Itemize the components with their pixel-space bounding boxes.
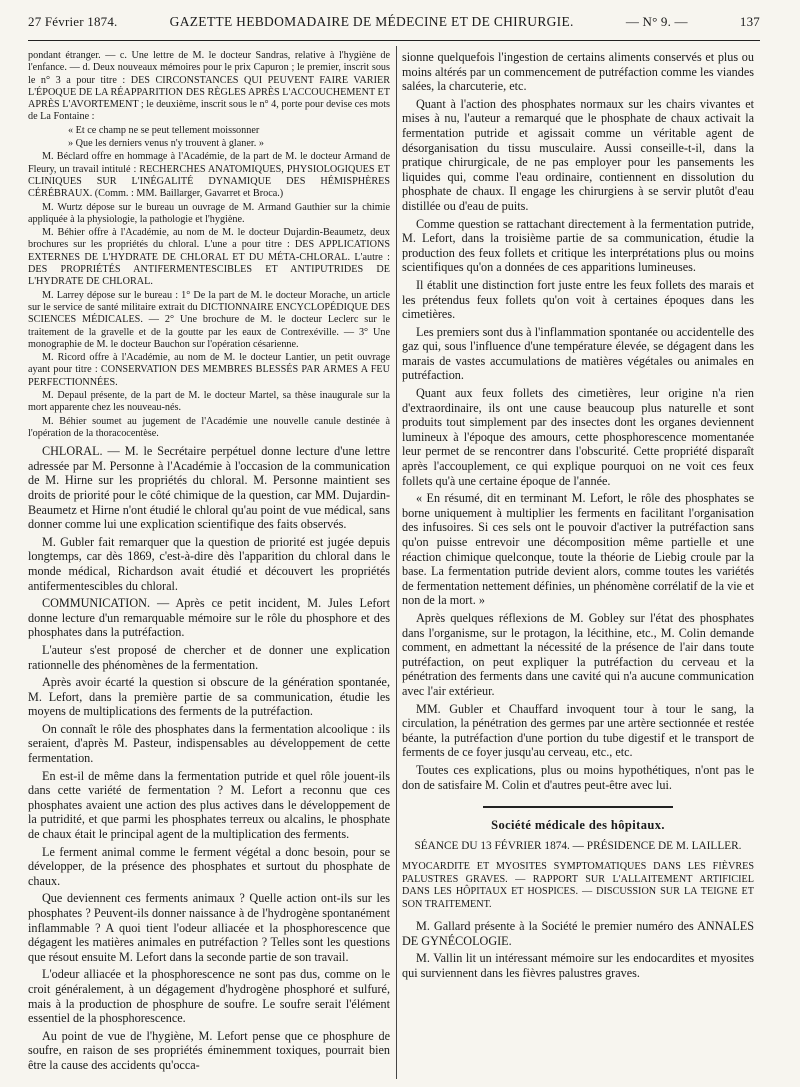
section-rule [483,806,673,808]
paragraph: MM. Gubler et Chauffard invoquent tour à tour le sang, la circulation, la pénétration des germes par une artère sectionnée et restée béante, la putréfaction d'une portion du tube digestif et le transport de ferments de ce foyer jusqu'au cerveau, etc., etc. [402,701,754,760]
paragraph: M. Béhier offre à l'Académie, au nom de M. le docteur Dujardin-Beaumetz, deux brochures sur les propriétés du chloral. L'une a pour titre : DES APPLICATIONS EXTERNES DE L'HYDRATE DE CHLORAL ET DU MÉTA-CHLORAL. L'autre : DES PROPRIÉTÉS ANTIFERMENTESCIBLES ET ANTIPUTRIDES DE L'HYDRATE DE CHLORAL. [28,227,390,288]
paragraph: M. Wurtz dépose sur le bureau un ouvrage de M. Armand Gauthier sur la chimie appliquée à la physiologie, la pathologie et l'hygiène. [28,201,390,225]
paragraph: Il établit une distinction fort juste entre les feux follets des marais et les prétendus feux follets qu'on voit à certaines époques dans les cimetières. [402,277,754,322]
paragraph: L'auteur s'est proposé de chercher et de donner une explication rationnelle des phénomènes de la fermentation. [28,642,390,672]
session-line: SÉANCE DU 13 FÉVRIER 1874. — PRÉSIDENCE DE M. LAILLER. [414,839,742,852]
verse-line: « Et ce champ ne se peut tellement moissonner [68,124,260,136]
paragraph: L'odeur alliacée et la phosphorescence ne sont pas dus, comme on le croit généralement, à un dégagement d'hydrogène phosphoré et sulfuré, mais à la production de phosphure de soufre. Le soufre serait l'élément essentiel de la phosphorescence. [28,967,390,1026]
paragraph: « En résumé, dit en terminant M. Lefort, le rôle des phosphates se borne uniquement à multiplier les ferments en facilitant l'organisation des infusoires. Si ces sels ont le pouvoir d'activer la putréfaction sans qu'on puisse entrevoir une décomposition même partielle et une réaction chimique quelconque, toute la théorie de Liebig croule par la base. La fermentation putride devient alors, comme toutes les variétés de fermentation nettement définies, un phénomène corrélatif de la vie et non de la mort. » [402,491,754,608]
paragraph: Quant aux feux follets des cimetières, leur origine n'a rien d'extraordinaire, ils ont une cause beaucoup plus naturelle et sont produits tout simplement par des insectes dont les organes deviennent lumineux à l'époque des amours, cette phosphorescence momentanée leur permet de se rencontrer dans l'obscurité. Cette propriété disparaît après l'accouplement, ce qui explique pourquoi on ne voit ces feux follets qu'à une certaine époque de l'année. [402,386,754,488]
paragraph: M. Béhier soumet au jugement de l'Académie une nouvelle canule destinée à l'opération de la thoracocentèse. [28,415,390,439]
verse-line: » Que les derniers venus n'y trouvent à glaner. » [68,138,264,150]
paragraph: CHLORAL. — M. le Secrétaire perpétuel donne lecture d'une lettre adressée par M. Personne à l'Académie à l'occasion de la communication de M. Hirne sur les propriétés du chloral. M. Personne maintient ses droits de priorité pour le côté chimique de la question, car MM. Dujardin-Beaumetz et Hirne n'ont étudié le chloral qu'au point de vue médical, sans donner comme lui une explication scientifique des faits observés. [28,444,390,532]
paragraph: COMMUNICATION. — Après ce petit incident, M. Jules Lefort donne lecture d'un remarquable mémoire sur le rôle du phosphore et des phosphates dans la putréfaction. [28,596,390,640]
paragraph: M. Gubler fait remarquer que la question de priorité est jugée depuis longtemps, car dès 1869, c'est-à-dire dès l'apparition du chloral dans le monde médical, Richardson avait étudié et découvert les propriétés antifermentescibles du chloral. [28,534,390,593]
session-summary: MYOCARDITE ET MYOSITES SYMPTOMATIQUES DANS LES FIÈVRES PALUSTRES GRAVES. — RAPPORT SUR L'ALLAITEMENT ARTIFICIEL DANS LES HÔPITAUX ET HOSPICES. — DISCUSSION SUR LA TEIGNE ET SON TRAITEMENT. [402,861,754,910]
page-number: 137 [739,14,760,29]
journal-title: GAZETTE HEBDOMADAIRE DE MÉDECINE ET DE CHIRURGIE. [169,14,574,29]
header-date: 27 Février 1874. [28,14,118,29]
paragraph: En est-il de même dans la fermentation putride et quel rôle jouent-ils dans cette variété de fermentation ? M. Lefort a reconnu que ces phosphates avaient une action des plus actives dans le développement de la putridité, et que parmi les phosphates terreux ou alcalins, le phosphate de chaux était le principal agent de la multiplication des ferments. [28,768,390,842]
paragraph: M. Ricord offre à l'Académie, au nom de M. le docteur Lantier, un petit ouvrage ayant pour titre : CONSERVATION DES MEMBRES BLESSÉS PAR ARMES A FEU PERFECTIONNÉES. [28,352,390,388]
paragraph: Le ferment animal comme le ferment végétal a donc besoin, pour se développer, de la présence des phosphates et surtout du phosphate de chaux. [28,844,390,888]
header-rule [28,40,760,41]
paragraph: Toutes ces explications, plus ou moins hypothétiques, n'ont pas le don de satisfaire M. Colin et d'autres peut-être avec lui. [402,762,754,792]
paragraph: Comme question se rattachant directement à la fermentation putride, M. Lefort, dans la troisième partie de sa communication, étudie la production des feux follets et critique les interprétations plus ou moins scientifiques qu'on a données de ces apparitions lumineuses. [402,216,754,275]
issue-number: — N° 9. — [625,14,688,29]
paragraph: sionne quelquefois l'ingestion de certains aliments conservés et plus ou moins altérés par un commencement de putréfaction comme les viandes salées, la charcuterie, etc. [402,50,754,94]
paragraph: Que deviennent ces ferments animaux ? Quelle action ont-ils sur les phosphates ? Peuvent-ils donner naissance à de l'hydrogène spontanément inflammable ? A quoi tient l'odeur alliacée et la phosphorescence que dégagent les matières animales en putréfaction ? Telles sont les questions que résout ensuite M. Lefort dans la seconde partie de son travail. [28,891,390,964]
right-column [402,50,754,1081]
paragraph: Après avoir écarté la question si obscure de la génération spontanée, M. Lefort, dans la première partie de sa communication, étudie les moyens de multiplications des ferments de la putréfaction. [28,675,390,719]
paragraph: M. Larrey dépose sur le bureau : 1° De la part de M. le docteur Morache, un article sur le service de santé militaire extrait du DICTIONNAIRE ENCYCLOPÉDIQUE DES SCIENCES MÉDICALES. — 2° Une brochure de M. le docteur Leclerc sur le traitement de la gravelle et de la goutte par les eaux de Contrexéville. — 3° Une monographie de M. le docteur Bauchon sur l'opération césarienne. [28,289,390,350]
section-heading: Société médicale des hôpitaux. [491,818,665,833]
paragraph: Après quelques réflexions de M. Gobley sur l'état des phosphates dans l'organisme, sur le protagon, la lécithine, etc., M. Colin demande comment, en admettant la nécessité de la présence de l'air dans toute putréfaction, on peut expliquer la putréfaction du cerveau et la pénétration des ferments dans une cavité qui n'a aucune communication avec l'air extérieur. [402,610,754,698]
academy-correspondence [28,50,390,440]
page-header [28,14,760,38]
left-column [28,50,390,1081]
column-divider [396,46,397,1079]
paragraph: M. Gallard présente à la Société le premier numéro des ANNALES DE GYNÉCOLOGIE. [402,918,754,948]
paragraph: Quant à l'action des phosphates normaux sur les chairs vivantes et mises à nu, l'auteur a remarqué que le phosphate de chaux activait la fermentation putride et agissait comme un véritable agent de désorganisation du tissu musculaire. Aussi conseille-t-il, dans la pratique chirurgicale, de ne pas employer pour les pansements les liquides qui, comme l'eau ordinaire, contiennent en dissolution du phosphate de chaux. Il engage les chirurgiens à se servir plutôt d'eau distillée ou d'eau de puits. [402,96,754,213]
paragraph: M. Depaul présente, de la part de M. le docteur Martel, sa thèse inaugurale sur la mort apparente chez les nouveau-nés. [28,390,390,414]
paragraph: On connaît le rôle des phosphates dans la fermentation alcoolique : ils seraient, d'après M. Pasteur, indispensables au développement de cette fermentation. [28,721,390,766]
paragraph: Les premiers sont dus à l'inflammation spontanée ou accidentelle des gaz qui, sous l'influence d'une température élevée, se dégagent dans les marais de vastes accumulations de matières végétales ou animales en putréfaction. [402,324,754,383]
paragraph: M. Béclard offre en hommage à l'Académie, de la part de M. le docteur Armand de Fleury, un travail intitulé : RECHERCHES ANATOMIQUES, PHYSIOLOGIQUES ET CLINIQUES SUR L'INÉGALITÉ DYNAMIQUE DES HÉMISPHÈRES CÉRÉBRAUX. (Comm. : MM. Baillarger, Gavarret et Broca.) [28,151,390,200]
paragraph: pondant étranger. — c. Une lettre de M. le docteur Sandras, relative à l'hygiène de l'enfance. — d. Deux nouveaux mémoires pour le prix Capuron ; le premier, inscrit sous le n° 3 a pour titre : DES CIRCONSTANCES QUI PEUVENT FAIRE VARIER L'ÉPOQUE DE LA RÉAPPARITION DES RÈGLES APRÈS L'ACCOUCHEMENT ET APRÈS L'AVORTEMENT ; le deuxième, inscrit sous le n° 4, porte pour devise ces mots de La Fontaine : [28,50,390,123]
paragraph: Au point de vue de l'hygiène, M. Lefort pense que ce phosphure de soufre, en raison de ses propriétés éminemment toxiques, pourrait bien être la cause des accidents qu'occa- [28,1028,390,1072]
paragraph: M. Vallin lit un intéressant mémoire sur les endocardites et myosites qui surviennent dans les fièvres palustres graves. [402,951,754,980]
